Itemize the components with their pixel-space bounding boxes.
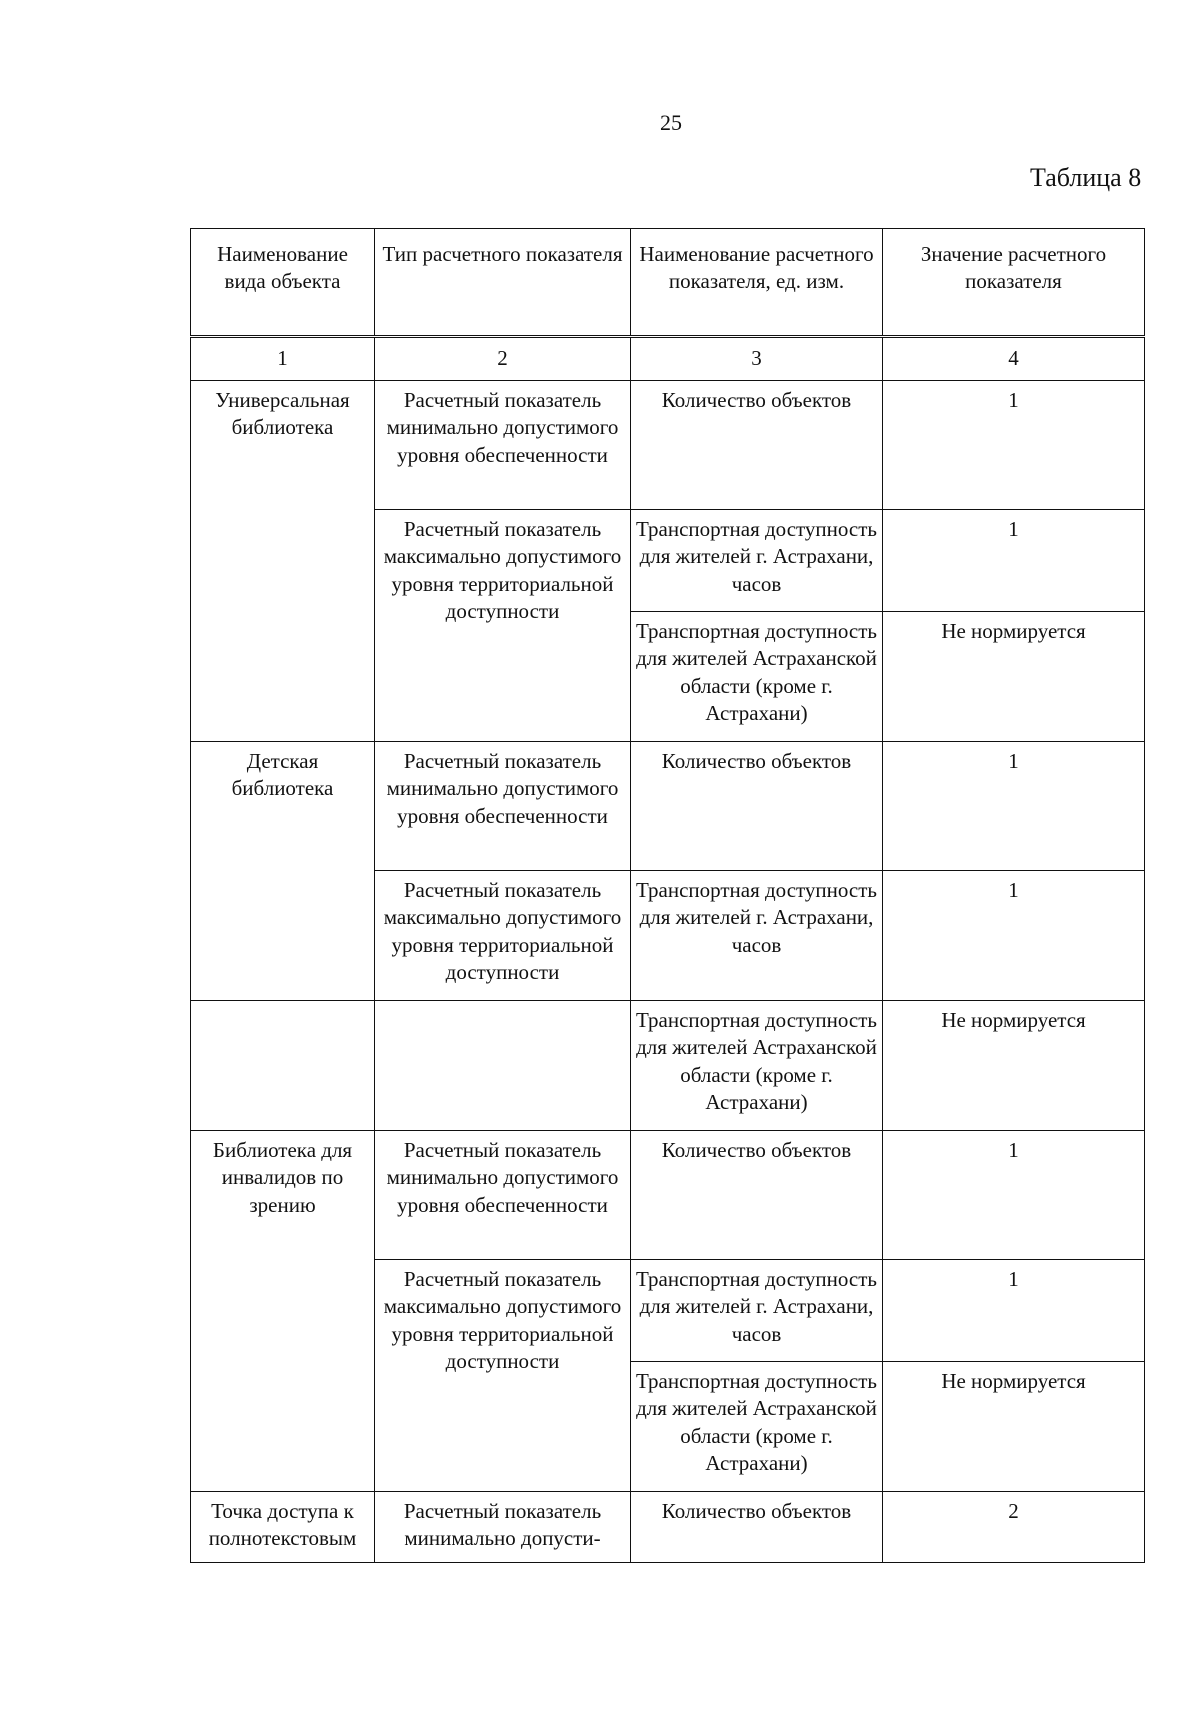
column-number: 4: [883, 337, 1145, 381]
indicator-value: 1: [883, 1260, 1145, 1362]
object-name: Детская библиотека: [191, 742, 375, 1001]
indicators-table: [190, 228, 1145, 1563]
indicator-value: 1: [883, 381, 1145, 510]
indicator-name: Транспортная доступность для жителей Астраханской области (кроме г. Астрахани): [631, 612, 883, 742]
column-number: 3: [631, 337, 883, 381]
column-number: 1: [191, 337, 375, 381]
indicator-value: 1: [883, 871, 1145, 1001]
indicator-value: Не нормируется: [883, 1362, 1145, 1492]
indicator-type: Расчетный показатель минимально допустимого уровня обеспеченности: [375, 381, 631, 510]
header-indicator-name: Наименование расчетного показателя, ед. изм.: [631, 229, 883, 337]
indicator-name: Количество объектов: [631, 381, 883, 510]
table-row: [191, 381, 1145, 510]
table-row: [191, 742, 1145, 871]
indicator-value: 1: [883, 742, 1145, 871]
indicator-type: Расчетный показатель максимально допустимого уровня территориальной доступности: [375, 510, 631, 742]
page-number: 25: [660, 110, 682, 135]
indicator-name: Количество объектов: [631, 1131, 883, 1260]
indicator-type: Расчетный показатель максимально допустимого уровня территориальной доступности: [375, 1260, 631, 1492]
header-object-type: Наименование вида объекта: [191, 229, 375, 337]
table-header-row: [191, 229, 1145, 337]
indicator-value: 1: [883, 510, 1145, 612]
table-row: [191, 1131, 1145, 1260]
indicator-value: Не нормируется: [883, 612, 1145, 742]
object-name: Универсальная библиотека: [191, 381, 375, 742]
empty-cell: [375, 1001, 631, 1131]
indicator-name: Транспортная доступность для жителей г. Астрахани, часов: [631, 871, 883, 1001]
header-indicator-type: Тип расчетного показателя: [375, 229, 631, 337]
header-indicator-value: Значение расчетного показателя: [883, 229, 1145, 337]
empty-cell: [191, 1001, 375, 1131]
indicator-name: Транспортная доступность для жителей г. Астрахани, часов: [631, 510, 883, 612]
indicator-name: Количество объектов: [631, 1492, 883, 1563]
table-row: [191, 1492, 1145, 1563]
indicator-type: Расчетный показатель минимально допусти-: [375, 1492, 631, 1563]
table-row: [191, 1001, 1145, 1131]
indicator-name: Транспортная доступность для жителей Астраханской области (кроме г. Астрахани): [631, 1001, 883, 1131]
indicator-value: 1: [883, 1131, 1145, 1260]
table-caption: Таблица 8: [1030, 163, 1142, 192]
indicator-type: Расчетный показатель минимально допустимого уровня обеспеченности: [375, 1131, 631, 1260]
object-name: Точка доступа к полнотекстовым: [191, 1492, 375, 1563]
column-number-row: [191, 337, 1145, 381]
indicator-name: Количество объектов: [631, 742, 883, 871]
object-name: Библиотека для инвалидов по зрению: [191, 1131, 375, 1492]
indicator-type: Расчетный показатель минимально допустимого уровня обеспеченности: [375, 742, 631, 871]
indicator-value: Не нормируется: [883, 1001, 1145, 1131]
indicator-value: 2: [883, 1492, 1145, 1563]
indicator-type: Расчетный показатель максимально допустимого уровня территориальной доступности: [375, 871, 631, 1001]
column-number: 2: [375, 337, 631, 381]
indicator-name: Транспортная доступность для жителей Астраханской области (кроме г. Астрахани): [631, 1362, 883, 1492]
indicator-name: Транспортная доступность для жителей г. Астрахани, часов: [631, 1260, 883, 1362]
